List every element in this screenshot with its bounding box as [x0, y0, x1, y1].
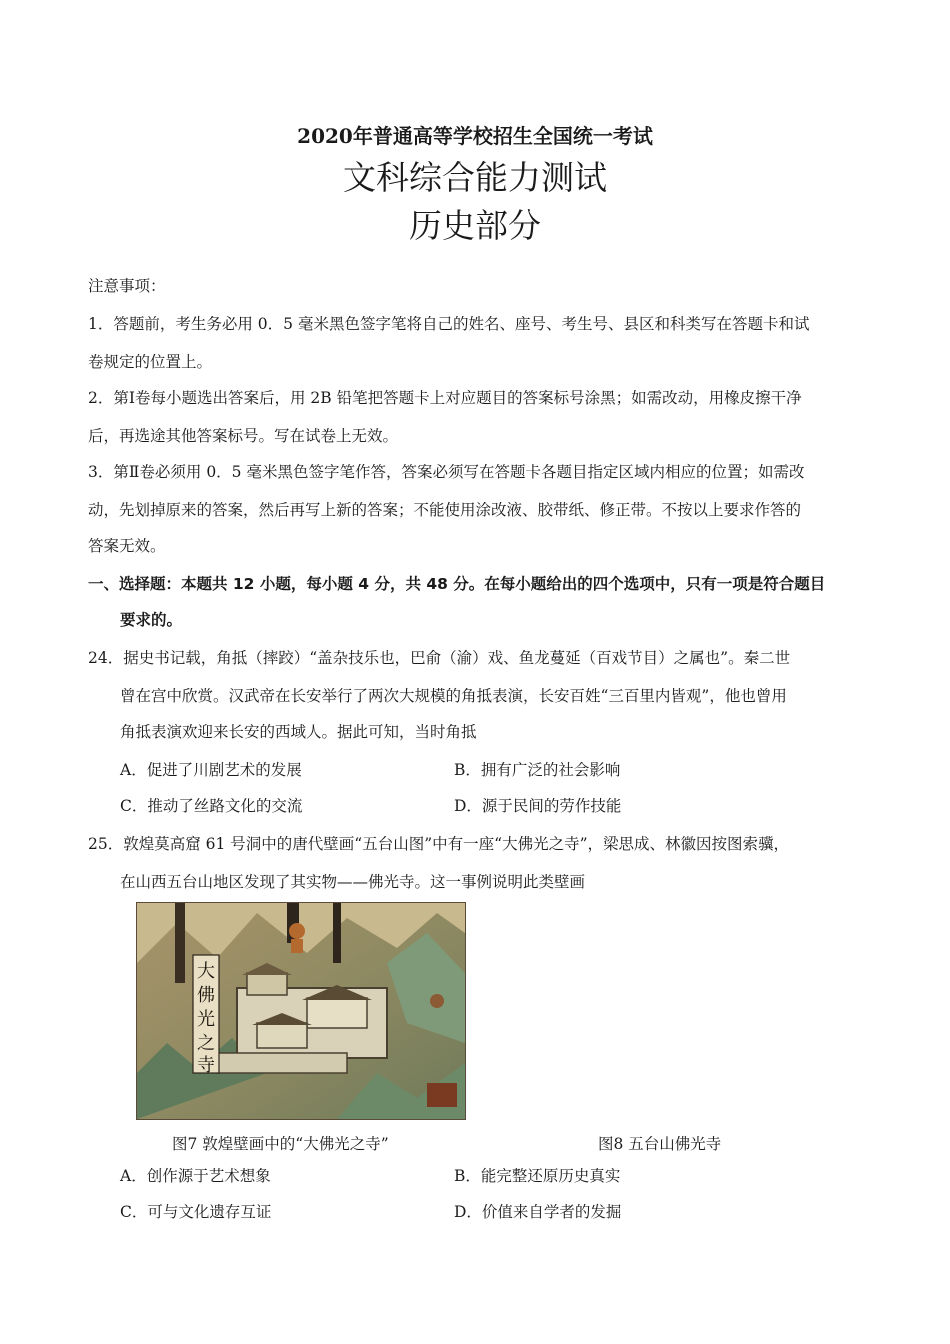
q24-stem-line-3: 角抵表演欢迎来长安的西域人。据此可知，当时角抵: [120, 723, 477, 741]
q24-option-c[interactable]: C．推动了丝路文化的交流: [120, 797, 303, 815]
exam-title: 2020年普通高等学校招生全国统一考试: [297, 124, 653, 148]
q24-stem-line-1: 24．据史书记载，角抵（摔跤）“盖杂技乐也，巴俞（渝）戏、鱼龙蔓延（百戏节目）之属也”。秦二世: [88, 649, 791, 667]
subject-title: 文科综合能力测试: [343, 158, 607, 197]
q25-option-b[interactable]: B．能完整还原历史真实: [454, 1167, 621, 1185]
q25-option-d[interactable]: D．价值来自学者的发掘: [454, 1203, 622, 1221]
mural-character-5: 寺: [197, 1055, 215, 1076]
note-2-line-2: 后，再选途其他答案标号。写在试卷上无效。: [88, 427, 399, 445]
mural-character-1: 大: [197, 961, 215, 982]
note-1-line-2: 卷规定的位置上。: [88, 353, 213, 371]
figure-7-caption: 图7 敦煌壁画中的“大佛光之寺”: [172, 1135, 389, 1153]
q25-stem-line-1: 25．敦煌莫高窟 61 号洞中的唐代壁画“五台山图”中有一座“大佛光之寺”，梁思成、林徽因按图索骥，: [88, 835, 789, 853]
note-2-line-1: 2．第Ⅰ卷每小题选出答案后，用 2B 铅笔把答题卡上对应题目的答案标号涂黑；如需改动，用橡皮擦干净: [88, 389, 802, 407]
note-3-line-3: 答案无效。: [88, 537, 166, 555]
section-heading: 一、选择题：本题共 12 小题，每小题 4 分，共 48 分。在每小题给出的四个选项中，只有一项是符合题目: [88, 575, 826, 593]
q24-stem-line-2: 曾在宫中欣赏。汉武帝在长安举行了两次大规模的角抵表演，长安百姓“三百里内皆观”，他也曾用: [120, 687, 787, 705]
mural-character-3: 光: [197, 1009, 215, 1030]
q25-option-c[interactable]: C．可与文化遗存互证: [120, 1203, 272, 1221]
mural-character-4: 之: [197, 1033, 215, 1054]
note-3-line-1: 3．第Ⅱ卷必须用 0．5 毫米黑色签字笔作答，答案必须写在答题卡各题目指定区域内相应的位置；如需改: [88, 463, 805, 481]
q24-option-b[interactable]: B．拥有广泛的社会影响: [454, 761, 621, 779]
q25-option-a[interactable]: A．创作源于艺术想象: [120, 1167, 271, 1185]
notes-heading: 注意事项：: [88, 277, 166, 295]
q24-option-d[interactable]: D．源于民间的劳作技能: [454, 797, 622, 815]
mural-character-2: 佛: [197, 985, 215, 1006]
q25-stem-line-2: 在山西五台山地区发现了其实物——佛光寺。这一事例说明此类壁画: [120, 873, 586, 891]
part-title: 历史部分: [409, 206, 541, 245]
note-1-line-1: 1．答题前，考生务必用 0．5 毫米黑色签字笔将自己的姓名、座号、考生号、县区和科类写在答题卡和试: [88, 315, 810, 333]
note-3-line-2: 动，先划掉原来的答案，然后再写上新的答案；不能使用涂改液、胶带纸、修正带。不按以上要求作答的: [88, 501, 802, 519]
dunhuang-mural-image: [136, 902, 466, 1120]
q24-option-a[interactable]: A．促进了川剧艺术的发展: [120, 761, 302, 779]
section-heading-cont: 要求的。: [120, 611, 183, 629]
figure-8-caption: 图8 五台山佛光寺: [598, 1135, 722, 1153]
